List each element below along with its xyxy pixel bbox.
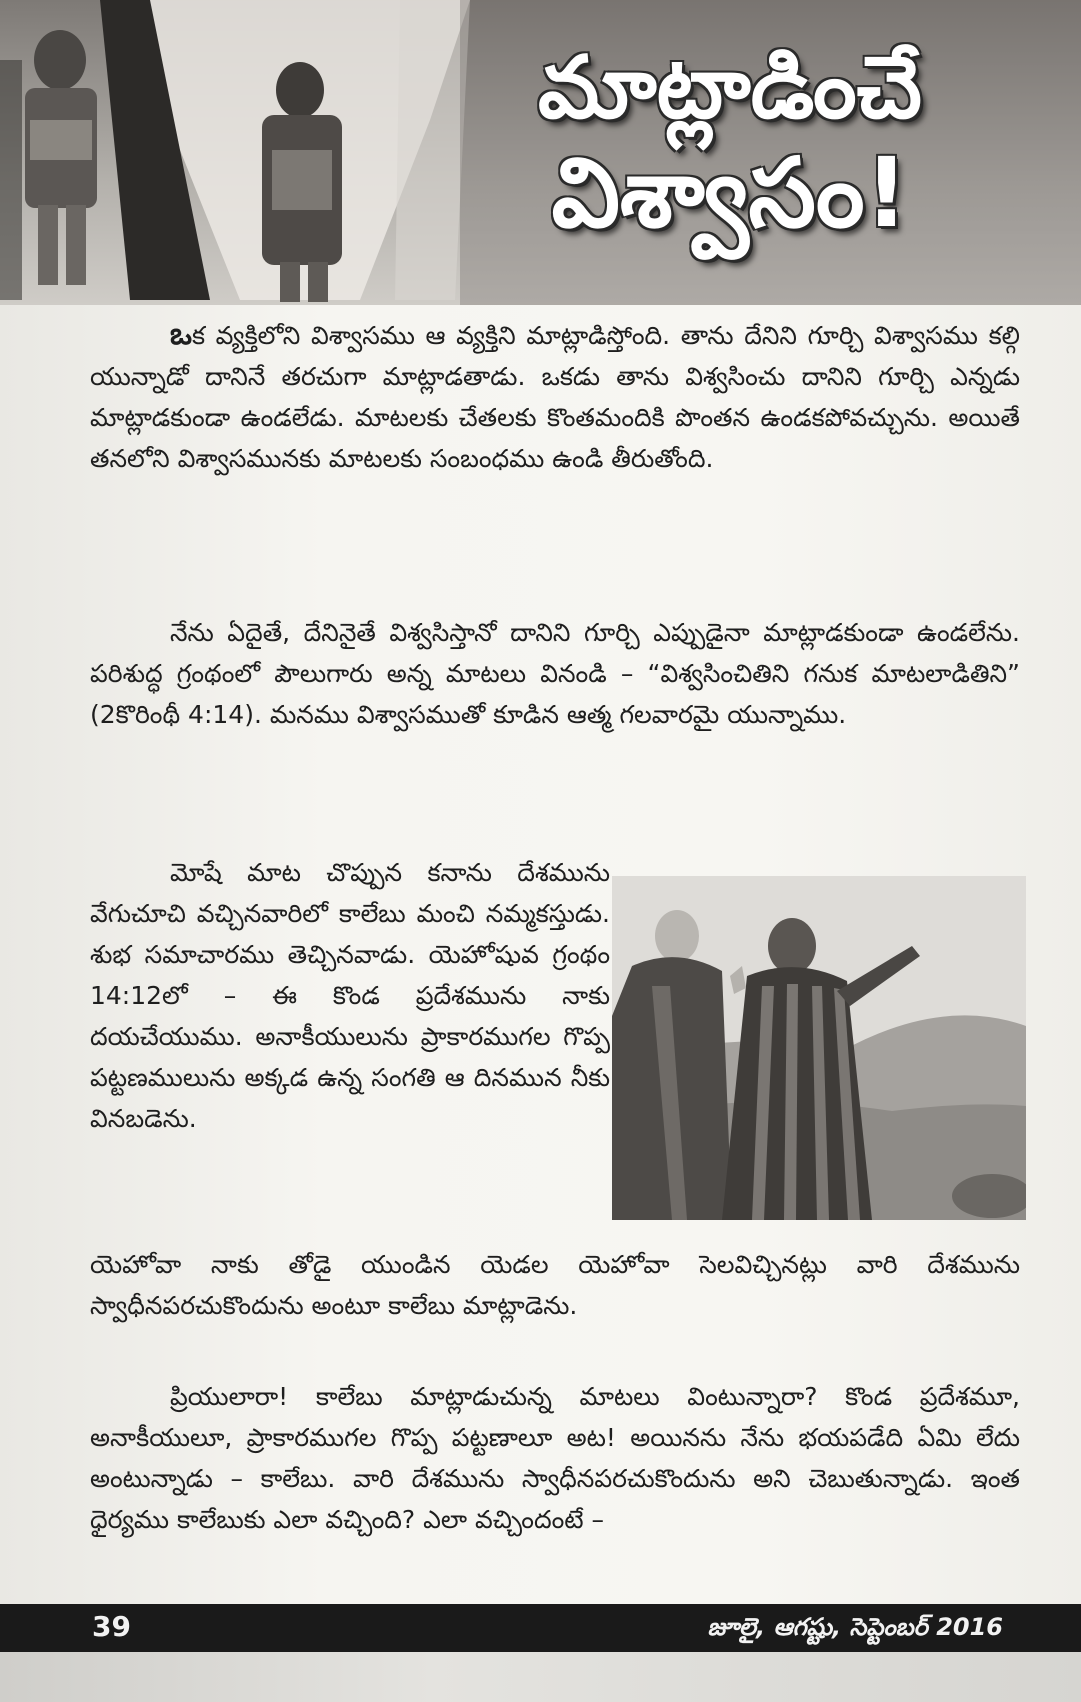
title-line-1: మాట్లాడించే xyxy=(538,38,922,138)
paragraph-2: నేను ఏదైతే, దేనినైతే విశ్వసిస్తానో దానిని గూర్చి ఎప్పుడైనా మాట్లాడకుండా ఉండలేను. పరిశుద్ధ గ్రంథంలో పౌలుగారు అన్న మాటలు వినండి – “విశ్వసించితిని గనుక మాటలాడితిని” (2కొరింథీ 4:14). మనము విశ్వాసముతో కూడిన ఆత్మ గలవారమై యున్నాము. xyxy=(90,618,1020,729)
issue-date: జూలై, ఆగష్టు, సెప్టెంబర్ 2016 xyxy=(707,1613,1003,1641)
paragraph-1-text: క వ్యక్తిలోని విశ్వాసము ఆ వ్యక్తిని మాట్లాడిస్తోంది. తాను దేనిని గూర్చి విశ్వాసము కల్గి యున్నాడో దానినే తరచుగా మాట్లాడతాడు. ఒకడు తాను విశ్వసించు దానిని గూర్చి ఎన్నడు మాట్లాడకుండా ఉండలేడు. మాటలకు చేతలకు కొంతమందికి పొంతన ఉండకపోవచ్చును. అయితే తనలోని విశ్వాసమునకు మాటలకు సంబంధము ఉండి తీరుతోంది. xyxy=(90,321,1020,473)
article-title xyxy=(450,40,1010,248)
two-men-illustration xyxy=(612,876,1026,1220)
bottom-edge xyxy=(0,1652,1081,1702)
header-banner xyxy=(0,0,1081,305)
paragraph-3: మోషే మాట చొప్పున కనాను దేశమును వేగుచూచి వచ్చినవారిలో కాలేబు మంచి నమ్మకస్తుడు. శుభ సమాచారము తెచ్చినవాడు. యెహోషువ గ్రంథం 14:12లో – ఈ కొండ ప్రదేశమును నాకు దయచేయుము. అనాకీయులును ప్రాకారముగల గొప్ప పట్టణములును అక్కడ ఉన్న సంగతి ఆ దినమున నీకు వినబడెను. xyxy=(90,858,610,1133)
paragraph-1 xyxy=(90,314,1020,479)
page-number: 39 xyxy=(92,1610,131,1643)
drop-cap: ఒ xyxy=(170,317,192,352)
page-footer xyxy=(0,1604,1081,1652)
title-line-2: విశ్వాసం! xyxy=(551,137,909,250)
paragraph-3-continued: యెహోవా నాకు తోడై యుండిన యెడల యెహోవా సెలవిచ్చినట్లు వారి దేశమును స్వాధీనపరచుకొందును అంటూ కాలేబు మాట్లాడెను. xyxy=(90,1250,1020,1320)
paragraph-4: ప్రియులారా! కాలేబు మాట్లాడుచున్న మాటలు వింటున్నారా? కొండ ప్రదేశమూ, అనాకీయులూ, ప్రాకారముగల గొప్ప పట్టణాలూ అట! అయినను నేను భయపడేది ఏమి లేదు అంటున్నాడు – కాలేబు. వారి దేశమును స్వాధీనపరచుకొందును అని చెబుతున్నాడు. ఇంత ధైర్యము కాలేబుకు ఎలా వచ్చింది? ఎలా వచ్చిందంటే – xyxy=(90,1382,1020,1534)
caleb-illustration xyxy=(612,876,1026,1220)
